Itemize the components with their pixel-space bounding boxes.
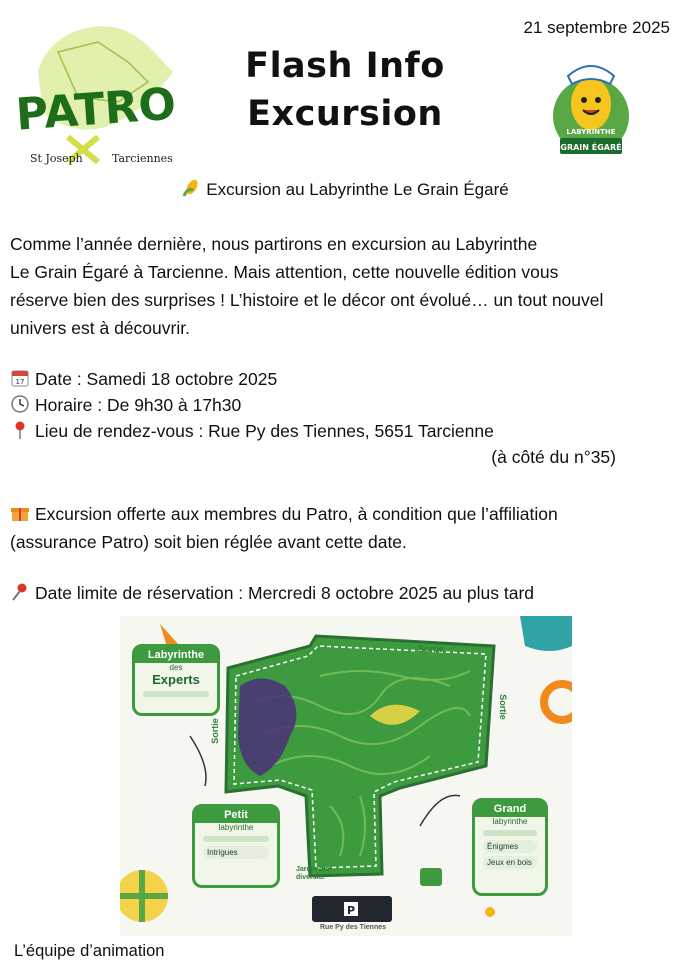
experts-maze-card (132, 644, 220, 716)
offer-line (10, 500, 680, 528)
subtitle (0, 178, 690, 200)
publication-date: 21 septembre 2025 (523, 18, 670, 37)
corn-mascot-small (485, 907, 495, 917)
pushpin-icon (10, 582, 30, 602)
corn-icon (181, 178, 201, 198)
exit-label-left: Sortie (209, 718, 220, 744)
signature: L’équipe d’animation (14, 942, 165, 960)
patro-logo-word: PATRO (14, 78, 178, 141)
intro-paragraph (10, 230, 680, 342)
intro-line: Comme l’année dernière, nous partirons en excursion au Labyrinthe (10, 234, 538, 254)
svg-text:17: 17 (15, 378, 25, 386)
reservation-deadline (10, 580, 534, 606)
toilets-icon (420, 868, 442, 886)
page-title (210, 42, 480, 138)
event-date (10, 366, 277, 392)
event-time (10, 392, 241, 418)
mascot-logo-line1: LABYRINTHE (566, 128, 616, 136)
garden-label: Jardin bio-diversité (296, 866, 332, 881)
experts-card-line2: des (169, 663, 183, 672)
mascot-logo-line2: GRAIN ÉGARÉ (560, 143, 622, 152)
maze-map (120, 616, 572, 936)
small-card-line1: Petit (195, 807, 277, 823)
big-card-tag-2: Jeux en bois (483, 856, 537, 869)
big-card-line2: labyrinthe (492, 817, 528, 826)
event-place (10, 418, 494, 444)
offer-line: (assurance Patro) soit bien réglée avant cette date. (10, 532, 407, 552)
patro-logo-right: Tarciennes (112, 152, 173, 165)
surfboard-decoration (520, 616, 572, 651)
offer-paragraph (10, 500, 680, 556)
intro-line: Le Grain Égaré à Tarcienne. Mais attention, cette nouvelle édition vous (10, 262, 559, 282)
experts-card-line1: Labyrinthe (135, 647, 217, 663)
big-card-tag-1: Énigmes (483, 840, 537, 853)
experts-card-line3: Experts (152, 672, 200, 687)
pin-icon (10, 420, 30, 440)
intro-line: réserve bien des surprises ! L’histoire et le décor ont évolué… un tout nouvel (10, 290, 604, 310)
event-time-text: Horaire : De 9h30 à 17h30 (35, 395, 242, 415)
patro-logo (8, 12, 188, 172)
patro-logo-left: St Joseph (30, 152, 83, 165)
title-line-1: Flash Info (245, 46, 445, 86)
street-label: Rue Py des Tiennes (320, 924, 387, 931)
small-card-tag: Intrigues (203, 846, 269, 859)
big-card-line1: Grand (475, 801, 545, 817)
title-line-2: Excursion (247, 94, 443, 134)
big-maze-card (472, 798, 548, 896)
subtitle-text: Excursion au Labyrinthe Le Grain Égaré (206, 180, 509, 199)
event-date-text: Date : Samedi 18 octobre 2025 (35, 369, 278, 389)
reservation-deadline-text: Date limite de réservation : Mercredi 8 octobre 2025 au plus tard (35, 583, 535, 603)
exit-label-top: Sortie (418, 644, 444, 654)
exit-label-right: Sortie (497, 694, 508, 720)
ring-decoration (544, 684, 572, 720)
event-place-text: Lieu de rendez-vous : Rue Py des Tiennes, 5651 Tarcienne (35, 421, 494, 441)
offer-line-text: Excursion offerte aux membres du Patro, à condition que l’affiliation (35, 504, 558, 524)
small-maze-card (192, 804, 280, 888)
calendar-icon (10, 368, 30, 388)
grain-egare-logo (550, 42, 632, 166)
small-card-line2: labyrinthe (218, 823, 254, 832)
intro-line: univers est à découvrir. (10, 318, 190, 338)
gift-icon (10, 503, 30, 523)
parking-label: P (346, 904, 356, 917)
clock-icon (10, 394, 30, 414)
event-place-note: (à côté du n°35) (491, 447, 616, 467)
